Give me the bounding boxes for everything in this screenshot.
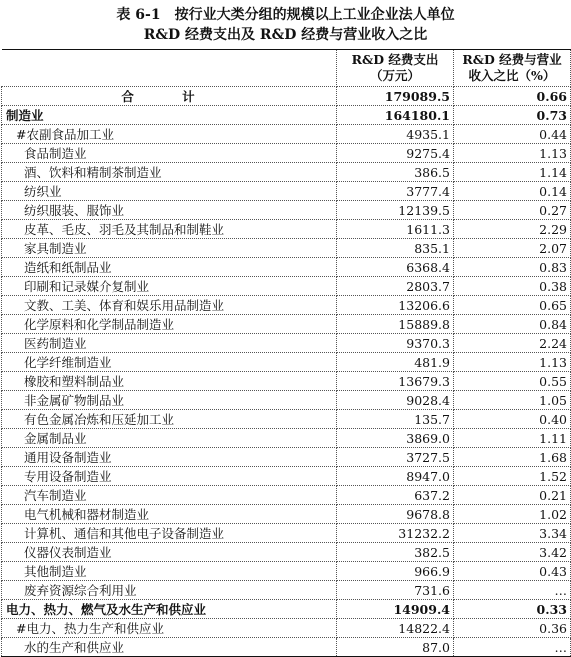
industry-name-cell: 皮革、毛皮、羽毛及其制品和制鞋业: [2, 220, 337, 239]
table-row: [2, 125, 571, 144]
table-row: [2, 448, 571, 467]
rd-spending-cell: 3777.4: [337, 182, 454, 201]
rd-spending-cell: 9370.3: [337, 334, 454, 353]
header-rd-ratio-line1: R&D 经费与营业: [462, 52, 562, 67]
table-row: [2, 334, 571, 353]
rd-ratio-cell: 0.14: [454, 182, 571, 201]
rd-spending-cell: 481.9: [337, 353, 454, 372]
rd-spending-cell: 9678.8: [337, 505, 454, 524]
rd-ratio-cell: 2.29: [454, 220, 571, 239]
table-row: [2, 562, 571, 581]
industry-name-cell: 化学纤维制造业: [2, 353, 337, 372]
rd-ratio-cell: 1.14: [454, 163, 571, 182]
rd-spending-cell: 8947.0: [337, 467, 454, 486]
rd-ratio-cell: 0.73: [454, 106, 571, 125]
table-row: [2, 106, 571, 125]
industry-name-cell: 专用设备制造业: [2, 467, 337, 486]
table-row: [2, 163, 571, 182]
table-row: [2, 220, 571, 239]
rd-spending-cell: 87.0: [337, 638, 454, 657]
rd-ratio-cell: 0.83: [454, 258, 571, 277]
table-body: [2, 87, 571, 657]
rd-spending-cell: 31232.2: [337, 524, 454, 543]
rd-ratio-cell: 1.68: [454, 448, 571, 467]
industry-name-cell: 合 计: [2, 87, 337, 106]
industry-name-cell: 印刷和记录媒介复制业: [2, 277, 337, 296]
rd-ratio-cell: 0.66: [454, 87, 571, 106]
header-rd-spending-line2: （万元）: [369, 68, 420, 83]
industry-name-cell: 有色金属冶炼和压延加工业: [2, 410, 337, 429]
table-number: 表 6-1: [116, 7, 161, 23]
table-row: [2, 543, 571, 562]
table-row: [2, 638, 571, 657]
industry-name-cell: 金属制品业: [2, 429, 337, 448]
table-row: [2, 467, 571, 486]
table-title-line1: [0, 6, 571, 24]
industry-name-cell: 其他制造业: [2, 562, 337, 581]
rd-ratio-cell: 3.42: [454, 543, 571, 562]
rd-spending-cell: 13206.6: [337, 296, 454, 315]
industry-name-cell: 纺织服装、服饰业: [2, 201, 337, 220]
rd-spending-cell: 9275.4: [337, 144, 454, 163]
rd-ratio-cell: 1.05: [454, 391, 571, 410]
table-row: [2, 277, 571, 296]
table-row: [2, 524, 571, 543]
rd-ratio-cell: 0.43: [454, 562, 571, 581]
rd-ratio-cell: 0.55: [454, 372, 571, 391]
industry-name-cell: 非金属矿物制品业: [2, 391, 337, 410]
industry-name-cell: 水的生产和供应业: [2, 638, 337, 657]
industry-name-cell: 计算机、通信和其他电子设备制造业: [2, 524, 337, 543]
industry-name-cell: 食品制造业: [2, 144, 337, 163]
table-row: [2, 391, 571, 410]
rd-spending-cell: 135.7: [337, 410, 454, 429]
rd-spending-cell: 3727.5: [337, 448, 454, 467]
rd-ratio-cell: 1.52: [454, 467, 571, 486]
rd-spending-cell: 14909.4: [337, 600, 454, 619]
rd-spending-cell: 164180.1: [337, 106, 454, 125]
industry-name-cell: 文教、工美、体育和娱乐用品制造业: [2, 296, 337, 315]
industry-name-cell: #电力、热力生产和供应业: [2, 619, 337, 638]
header-rd-spending-line1: R&D 经费支出: [351, 52, 439, 67]
rd-spending-cell: 9028.4: [337, 391, 454, 410]
industry-name-cell: 废弃资源综合利用业: [2, 581, 337, 600]
table-row: [2, 315, 571, 334]
header-rd-ratio: [454, 50, 571, 87]
table-row: [2, 239, 571, 258]
table-row: [2, 258, 571, 277]
data-table: [1, 49, 571, 657]
rd-spending-cell: 2803.7: [337, 277, 454, 296]
table-row: [2, 296, 571, 315]
rd-spending-cell: 15889.8: [337, 315, 454, 334]
rd-ratio-cell: 1.13: [454, 144, 571, 163]
industry-name-cell: 化学原料和化学制品制造业: [2, 315, 337, 334]
header-row: [2, 50, 571, 87]
rd-ratio-cell: 0.36: [454, 619, 571, 638]
industry-name-cell: 纺织业: [2, 182, 337, 201]
rd-spending-cell: 3869.0: [337, 429, 454, 448]
rd-ratio-cell: 1.02: [454, 505, 571, 524]
table-row: [2, 410, 571, 429]
rd-ratio-cell: 0.33: [454, 600, 571, 619]
table-row: [2, 87, 571, 106]
table-row: [2, 429, 571, 448]
rd-spending-cell: 835.1: [337, 239, 454, 258]
rd-spending-cell: 12139.5: [337, 201, 454, 220]
rd-spending-cell: 637.2: [337, 486, 454, 505]
industry-name-cell: 汽车制造业: [2, 486, 337, 505]
rd-ratio-cell: 2.24: [454, 334, 571, 353]
table-row: [2, 353, 571, 372]
industry-name-cell: 造纸和纸制品业: [2, 258, 337, 277]
rd-ratio-cell: …: [454, 581, 571, 600]
rd-ratio-cell: 1.13: [454, 353, 571, 372]
industry-name-cell: 通用设备制造业: [2, 448, 337, 467]
table-row: [2, 486, 571, 505]
industry-name-cell: 制造业: [2, 106, 337, 125]
industry-name-cell: 橡胶和塑料制品业: [2, 372, 337, 391]
rd-ratio-cell: 1.11: [454, 429, 571, 448]
industry-name-cell: 医药制造业: [2, 334, 337, 353]
table-row: [2, 201, 571, 220]
rd-spending-cell: 179089.5: [337, 87, 454, 106]
rd-ratio-cell: …: [454, 638, 571, 657]
rd-spending-cell: 386.5: [337, 163, 454, 182]
table-row: [2, 144, 571, 163]
header-rd-spending: [337, 50, 454, 87]
industry-name-cell: 酒、饮料和精制茶制造业: [2, 163, 337, 182]
rd-spending-cell: 731.6: [337, 581, 454, 600]
table-row: [2, 619, 571, 638]
table-title-text: 按行业大类分组的规模以上工业企业法人单位: [174, 7, 455, 23]
table-row: [2, 372, 571, 391]
rd-ratio-cell: 0.38: [454, 277, 571, 296]
rd-ratio-cell: 0.65: [454, 296, 571, 315]
rd-ratio-cell: 0.44: [454, 125, 571, 144]
rd-spending-cell: 14822.4: [337, 619, 454, 638]
header-rd-ratio-line2: 收入之比（%）: [468, 68, 556, 83]
industry-name-cell: 电气机械和器材制造业: [2, 505, 337, 524]
header-industry-blank: [2, 50, 337, 87]
table-row: [2, 600, 571, 619]
rd-spending-cell: 4935.1: [337, 125, 454, 144]
industry-name-cell: 家具制造业: [2, 239, 337, 258]
rd-ratio-cell: 0.27: [454, 201, 571, 220]
table-title-line2: R&D 经费支出及 R&D 经费与营业收入之比: [143, 27, 428, 43]
rd-spending-cell: 6368.4: [337, 258, 454, 277]
industry-name-cell: #农副食品加工业: [2, 125, 337, 144]
rd-ratio-cell: 0.40: [454, 410, 571, 429]
rd-spending-cell: 966.9: [337, 562, 454, 581]
industry-name-cell: 电力、热力、燃气及水生产和供应业: [2, 600, 337, 619]
table-row: [2, 581, 571, 600]
industry-name-cell: 仪器仪表制造业: [2, 543, 337, 562]
rd-ratio-cell: 3.34: [454, 524, 571, 543]
rd-spending-cell: 382.5: [337, 543, 454, 562]
rd-spending-cell: 1611.3: [337, 220, 454, 239]
table-row: [2, 505, 571, 524]
rd-spending-cell: 13679.3: [337, 372, 454, 391]
rd-ratio-cell: 2.07: [454, 239, 571, 258]
rd-ratio-cell: 0.21: [454, 486, 571, 505]
rd-ratio-cell: 0.84: [454, 315, 571, 334]
table-row: [2, 182, 571, 201]
